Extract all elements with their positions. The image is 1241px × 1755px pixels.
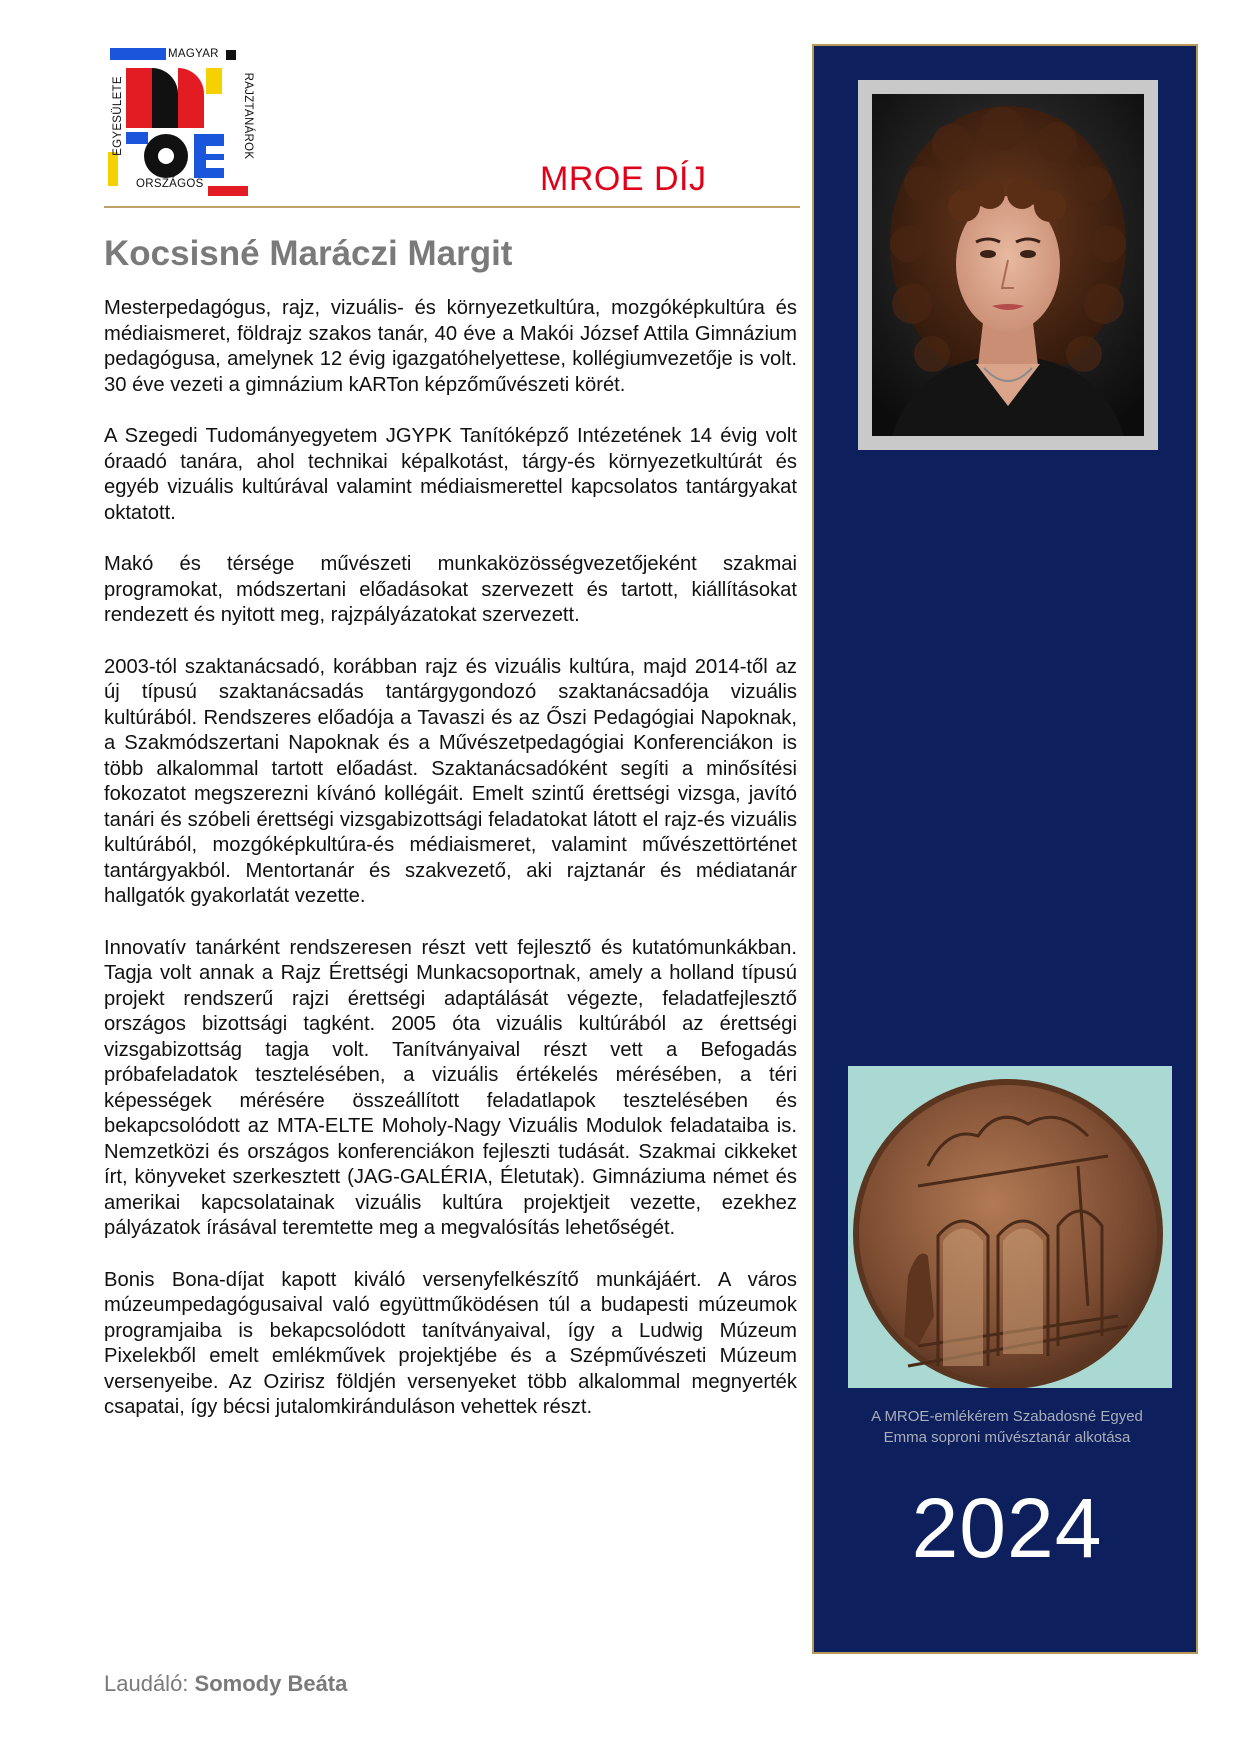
header-divider [104, 206, 800, 208]
laudator-label: Laudáló: [104, 1671, 189, 1696]
award-year: 2024 [911, 1481, 1103, 1575]
bio-paragraph: Innovatív tanárként rendszeresen részt vett fejlesztő és kutatómunkákban. Tagja volt annak a Rajz Érettségi Munkacsoportnak, amely a holland típusú projekt rendszerű rajzi érettségi adaptálását végezte, feladatfejlesztő országos bizottsági tagként. 2005 óta vizuális kultúrából az érettségi vizsgabizottság tagja volt. Tanítványaival részt vett a Befogadás próbafeladatok tesztelésében, a vizuális értékelés mérésében, a téri képességek mérésére összeállított feladatlapok tesztelésében és bekapcsolódott az MTA-ELTE Moholy-Nagy Vizuális Modulok feladataiba is. Nemzetközi és országos konferenciákon fejleszti tudását. Szakmai cikkeket írt, könyveket szerkesztett (JAG-GALÉRIA, Életutak). Gimnáziuma német és amerikai kapcsolatainak vizuális kultúra projektjeit vezette, ezekhez pályázatok írásával teremtette meg a megvalósítás lehetőségét. [104, 936, 797, 1239]
portrait-frame [858, 80, 1158, 450]
bio-paragraph: Makó és térsége művészeti munkaközösségvezetőjeként szakmai programokat, módszertani előadásokat szervezett és tartott, kiállításokat rendezett és nyitott meg, rajzpályázatokat szervezett. [104, 553, 797, 626]
awardee-name: Kocsisné Maráczi Margit [104, 234, 513, 273]
portrait-illustration [872, 94, 1144, 436]
mroe-logo-mark [108, 48, 252, 196]
bio-paragraph: 2003-tól szaktanácsadó, korábban rajz és vizuális kultúra, majd 2014-től az új típusú szaktanácsadás tantárgygondozó szaktanácsadója vizuális kultúrából. Rendszeres előadója a Tavaszi és az Őszi Pedagógiai Napoknak, a Szakmódszertani Napoknak és a Művészetpedagógiai Konferenciákon is több alkalommal tartott előadást. Szaktanácsadóként segíti a minősítési fokozatot megszerezni kívánó kollégáit. Emelt szintű érettségi vizsga, javító tanári és szóbeli érettségi vizsgabizottsági feladatokat látott el rajz-és vizuális kultúrából, mozgóképkultúra-és médiaismeret, valamint művészettörténet tantárgyakból. Mentortanár és szakvezető, aki rajztanár és médiatanár hallgatók gyakorlatát vezette. [104, 655, 797, 907]
portrait-photo [872, 94, 1144, 436]
medal-caption-line1: A MROE-emlékérem Szabadosné Egyed [871, 1408, 1143, 1425]
bio-paragraph: Mesterpedagógus, rajz, vizuális- és környezetkultúra, mozgóképkultúra és médiaismeret, földrajz szakos tanár, 40 éve a Makói József Attila Gimnázium pedagógusa, amelynek 12 évig igazgatóhelyettese, kollégiumvezetője is volt. 30 éve vezeti a gimnázium kARTon képzőművészeti körét. [104, 297, 797, 396]
logo-text-top: MAGYAR [168, 48, 219, 60]
laudator-name: Somody Beáta [194, 1671, 348, 1696]
medal-caption [834, 1406, 1180, 1448]
logo-text-left: EGYESÜLETE [112, 76, 124, 156]
medal-photo [848, 1066, 1172, 1388]
medal-caption-line2: Emma soproni művésztanár alkotása [883, 1429, 1131, 1446]
sidebar-panel [812, 44, 1198, 1654]
mroe-logo [108, 48, 252, 196]
logo-text-bottom: ORSZÁGOS [136, 178, 204, 190]
bio-paragraph: A Szegedi Tudományegyetem JGYPK Tanítóképző Intézetének 14 évig volt óraadó tanára, ahol technikai képalkotást, tárgy-és környezetkultúrát és egyéb vizuális kultúrával valamint médiaismerettel kapcsolatos tantárgyakat oktatott. [104, 425, 797, 524]
award-title: MROE DÍJ [540, 160, 707, 198]
bio-paragraph: Bonis Bona-díjat kapott kiváló versenyfelkészítő munkájáért. A város múzeumpedagógusaival való együttműködésen túl a budapesti múzeumok programjaiba is bekapcsolódott tanítványaival, így a Ludwig Múzeum Pixelekből emelt emlékművek projektjébe és a Szépművészeti Múzeum versenyeibe. Az Ozirisz földjén versenyeket több alkalommal megnyerték csapatai, így bécsi jutalomkiránduláson vehettek részt. [104, 1268, 797, 1418]
logo-text-right: RAJZTANÁROK [242, 72, 254, 160]
biography [104, 296, 797, 1447]
laudator-line [104, 1671, 347, 1697]
medal-illustration [848, 1066, 1172, 1388]
